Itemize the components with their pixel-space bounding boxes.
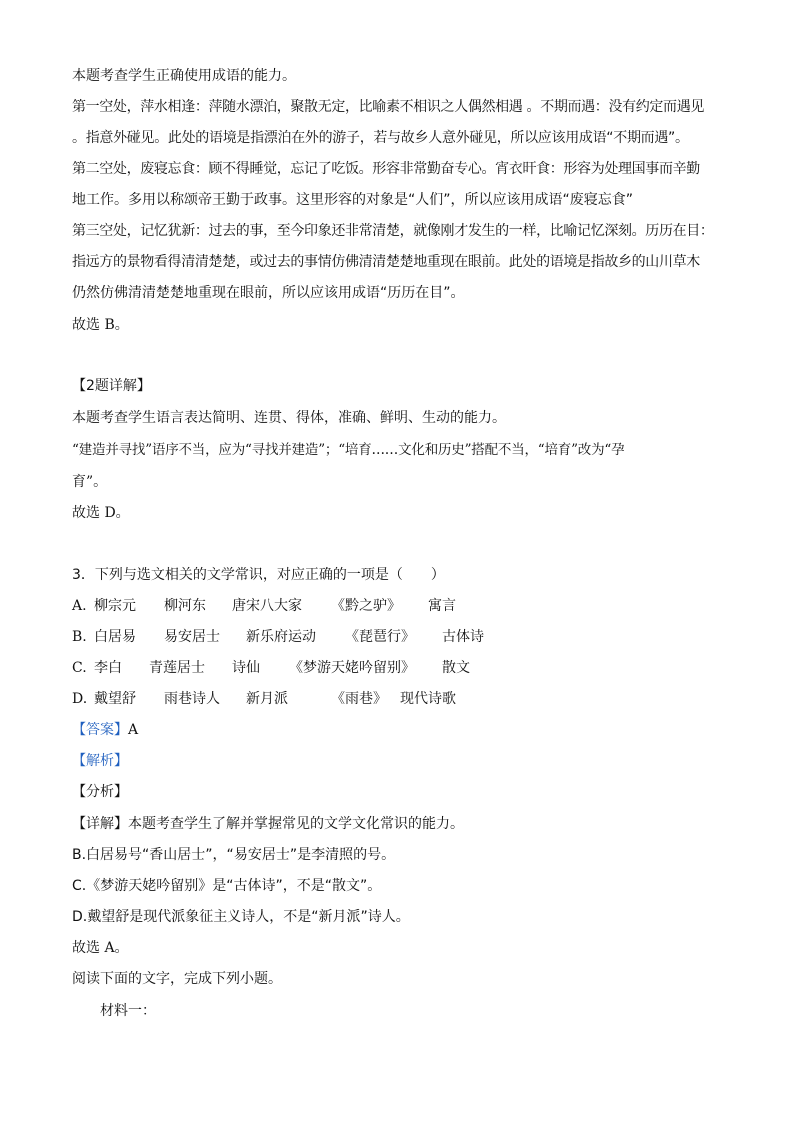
q3-choice: 故选 A。 <box>72 940 129 956</box>
detail-text: 本题考查学生了解并掌握常见的文学文化常识的能力。 <box>128 816 464 832</box>
q2-choice: 故选 D。 <box>72 505 130 521</box>
option-letter: C. <box>72 660 87 676</box>
material-one-label: 材料一： <box>100 1003 156 1019</box>
q3-analysis-tag: 【解析】 <box>72 753 128 769</box>
q1-blank2-line2: 地工作。多用以称颂帝王勤于政事。这里形容的对象是“人们”，所以应该用成语“废寝忘食” <box>72 192 634 208</box>
q1-intro: 本题考查学生正确使用成语的能力。 <box>72 68 296 84</box>
answer-tag: 【答案】 <box>72 722 128 738</box>
option-cell: 李白 <box>94 660 122 676</box>
option-cell: 柳宗元 <box>94 598 136 614</box>
option-cell: 诗仙 <box>232 660 260 676</box>
q2-analysis-line1: “建造并寻找”语序不当，应为“寻找并建造”；“培育……文化和历史”搭配不当，“培育”改为“孕 <box>72 442 625 458</box>
option-cell: 青莲居士 <box>149 660 205 676</box>
option-cell: 唐宋八大家 <box>232 598 302 614</box>
q3-note-d: D.戴望舒是现代派象征主义诗人，不是“新月派”诗人。 <box>72 909 410 925</box>
q2-analysis-line2: 育”。 <box>72 474 108 490</box>
option-letter: A. <box>72 598 87 614</box>
q1-blank2-line1: 第二空处，废寝忘食：顾不得睡觉，忘记了吃饭。形容非常勤奋专心。宵衣旰食：形容为处理国事而辛勤 <box>72 161 700 177</box>
q1-blank1-line2: 。指意外碰见。此处的语境是指漂泊在外的游子，若与故乡人意外碰见，所以应该用成语“不期而遇”。 <box>72 130 689 146</box>
reading-instruction: 阅读下面的文字，完成下列小题。 <box>72 971 282 987</box>
option-cell: 《梦游天姥吟留别》 <box>289 660 415 676</box>
option-cell: 《琵琶行》 <box>345 629 415 645</box>
option-cell: 新月派 <box>246 691 288 707</box>
option-cell: 雨巷诗人 <box>164 691 220 707</box>
q2-heading: 【2题详解】 <box>72 378 151 394</box>
answer-value: A <box>128 722 139 738</box>
option-letter: D. <box>72 691 88 707</box>
q3-note-b: B.白居易号“香山居士”，“易安居士”是李清照的号。 <box>72 847 396 863</box>
option-cell: 白居易 <box>94 629 136 645</box>
q3-fenxi-tag: 【分析】 <box>72 784 128 800</box>
option-cell: 寓言 <box>428 598 456 614</box>
q1-blank1-line1: 第一空处，萍水相逢：萍随水漂泊，聚散无定，比喻素不相识之人偶然相遇 。不期而遇：没有约定而遇见 <box>72 99 704 115</box>
q3-detail <box>72 814 464 834</box>
detail-tag: 【详解】 <box>72 816 128 832</box>
q1-choice: 故选 B。 <box>72 317 129 333</box>
q1-blank3-line1: 第三空处，记忆犹新：过去的事，至今印象还非常清楚，就像刚才发生的一样，比喻记忆深刻。历历在目： <box>72 223 714 239</box>
option-cell: 新乐府运动 <box>246 629 316 645</box>
q1-blank3-line2: 指远方的景物看得清清楚楚，或过去的事情仿佛清清楚楚地重现在眼前。此处的语境是指故乡的山川草木 <box>72 254 700 270</box>
q3-note-c: C.《梦游天姥吟留别》是“古体诗”，不是“散文”。 <box>72 878 382 894</box>
option-cell: 《黔之驴》 <box>331 598 401 614</box>
q3-stem: 3．下列与选文相关的文学常识，对应正确的一项是（ ） <box>72 567 445 583</box>
q1-blank3-line3: 仍然仿佛清清楚楚地重现在眼前，所以应该用成语“历历在目”。 <box>72 285 465 301</box>
option-cell: 柳河东 <box>164 598 206 614</box>
option-cell: 古体诗 <box>442 629 484 645</box>
option-cell: 易安居士 <box>164 629 220 645</box>
q2-intro: 本题考查学生语言表达简明、连贯、得体，准确、鲜明、生动的能力。 <box>72 410 506 426</box>
option-cell: 散文 <box>442 660 470 676</box>
option-cell: 戴望舒 <box>94 691 136 707</box>
option-letter: B. <box>72 629 87 645</box>
option-cell: 《雨巷》 <box>331 691 387 707</box>
option-cell: 现代诗歌 <box>400 691 456 707</box>
q3-answer <box>72 720 138 740</box>
